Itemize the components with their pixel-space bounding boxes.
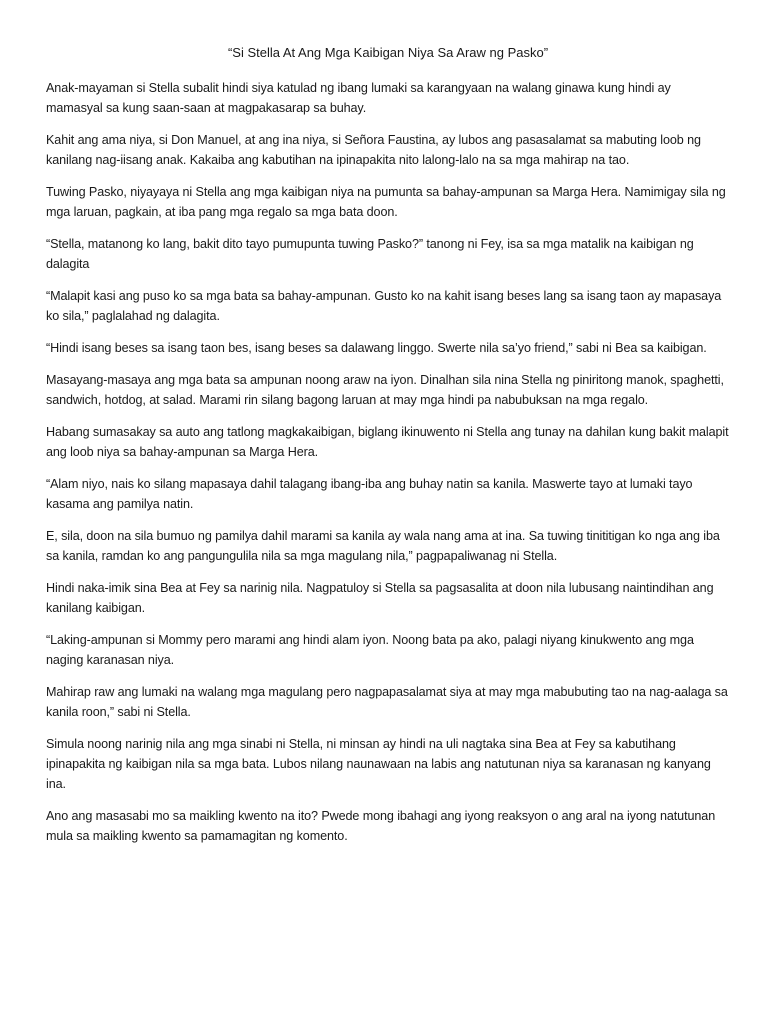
paragraph: Tuwing Pasko, niyayaya ni Stella ang mga kaibigan niya na pumunta sa bahay-ampunan sa Marga Hera. Namimigay sila ng mga laruan, pagkain, at iba pang mga regalo sa mga bata doon. xyxy=(46,185,726,219)
paragraph: Habang sumasakay sa auto ang tatlong magkakaibigan, biglang ikinuwento ni Stella ang tunay na dahilan kung bakit malapit ang loob niya sa bahay-ampunan sa Marga Hera. xyxy=(46,425,729,459)
paragraph: Kahit ang ama niya, si Don Manuel, at ang ina niya, si Señora Faustina, ay lubos ang pasasalamat sa mabuting loob ng kanilang nag-iisang anak. Kakaiba ang kabutihan na ipinapakita nito lalong-lalo na sa mga mahirap na tao. xyxy=(46,133,701,167)
paragraph: Mahirap raw ang lumaki na walang mga magulang pero nagpapasalamat siya at may mga mabubuting tao na nag-aalaga sa kanila roon,” sabi ni Stella. xyxy=(46,685,728,719)
paragraph: “Malapit kasi ang puso ko sa mga bata sa bahay-ampunan. Gusto ko na kahit isang beses lang sa isang taon ay mapasaya ko sila,” paglalahad ng dalagita. xyxy=(46,289,722,323)
paragraph: “Stella, matanong ko lang, bakit dito tayo pumupunta tuwing Pasko?” tanong ni Fey, isa sa mga matalik na kaibigan ng dalagita xyxy=(46,237,694,271)
document-page xyxy=(46,44,730,858)
paragraph: Anak-mayaman si Stella subalit hindi siya katulad ng ibang lumaki sa karangyaan na walang ginawa kung hindi ay mamasyal sa kung saan-saan at magpakasarap sa buhay. xyxy=(46,81,671,115)
paragraph: “Laking-ampunan si Mommy pero marami ang hindi alam iyon. Noong bata pa ako, palagi niyang kinukwento ang mga naging karanasan niya. xyxy=(46,633,694,667)
paragraph: E, sila, doon na sila bumuo ng pamilya dahil marami sa kanila ay wala nang ama at ina. Sa tuwing tinititigan ko nga ang iba sa kanila, ramdan ko ang pangungulila nila sa mga magulang nila,” pagpapaliwanag ni Stella. xyxy=(46,529,720,563)
document-title: “Si Stella At Ang Mga Kaibigan Niya Sa Araw ng Pasko” xyxy=(227,45,549,60)
paragraph: Masayang-masaya ang mga bata sa ampunan noong araw na iyon. Dinalhan sila nina Stella ng piniritong manok, spaghetti, sandwich, hotdog, at salad. Marami rin silang bagong laruan at may mga hindi pa nabubuksan na mga regalo. xyxy=(46,373,724,407)
paragraph: Simula noong narinig nila ang mga sinabi ni Stella, ni minsan ay hindi na uli nagtaka sina Bea at Fey sa kabutihang ipinapakita ng kaibigan nila sa mga bata. Lubos nilang naunawaan na labis ang natutunan niya sa karanasan ng kanyang ina. xyxy=(46,737,711,791)
paragraph: “Alam niyo, nais ko silang mapasaya dahil talagang ibang-iba ang buhay natin sa kanila. Maswerte tayo at lumaki tayo kasama ang pamilya natin. xyxy=(46,477,693,511)
paragraph: “Hindi isang beses sa isang taon bes, isang beses sa dalawang linggo. Swerte nila sa’yo friend,” sabi ni Bea sa kaibigan. xyxy=(46,341,707,355)
paragraph: Hindi naka-imik sina Bea at Fey sa narinig nila. Nagpatuloy si Stella sa pagsasalita at doon nila lubusang naintindihan ang kanilang kaibigan. xyxy=(46,581,714,615)
paragraph: Ano ang masasabi mo sa maikling kwento na ito? Pwede mong ibahagi ang iyong reaksyon o ang aral na iyong natutunan mula sa maikling kwento sa pamamagitan ng komento. xyxy=(46,809,716,843)
